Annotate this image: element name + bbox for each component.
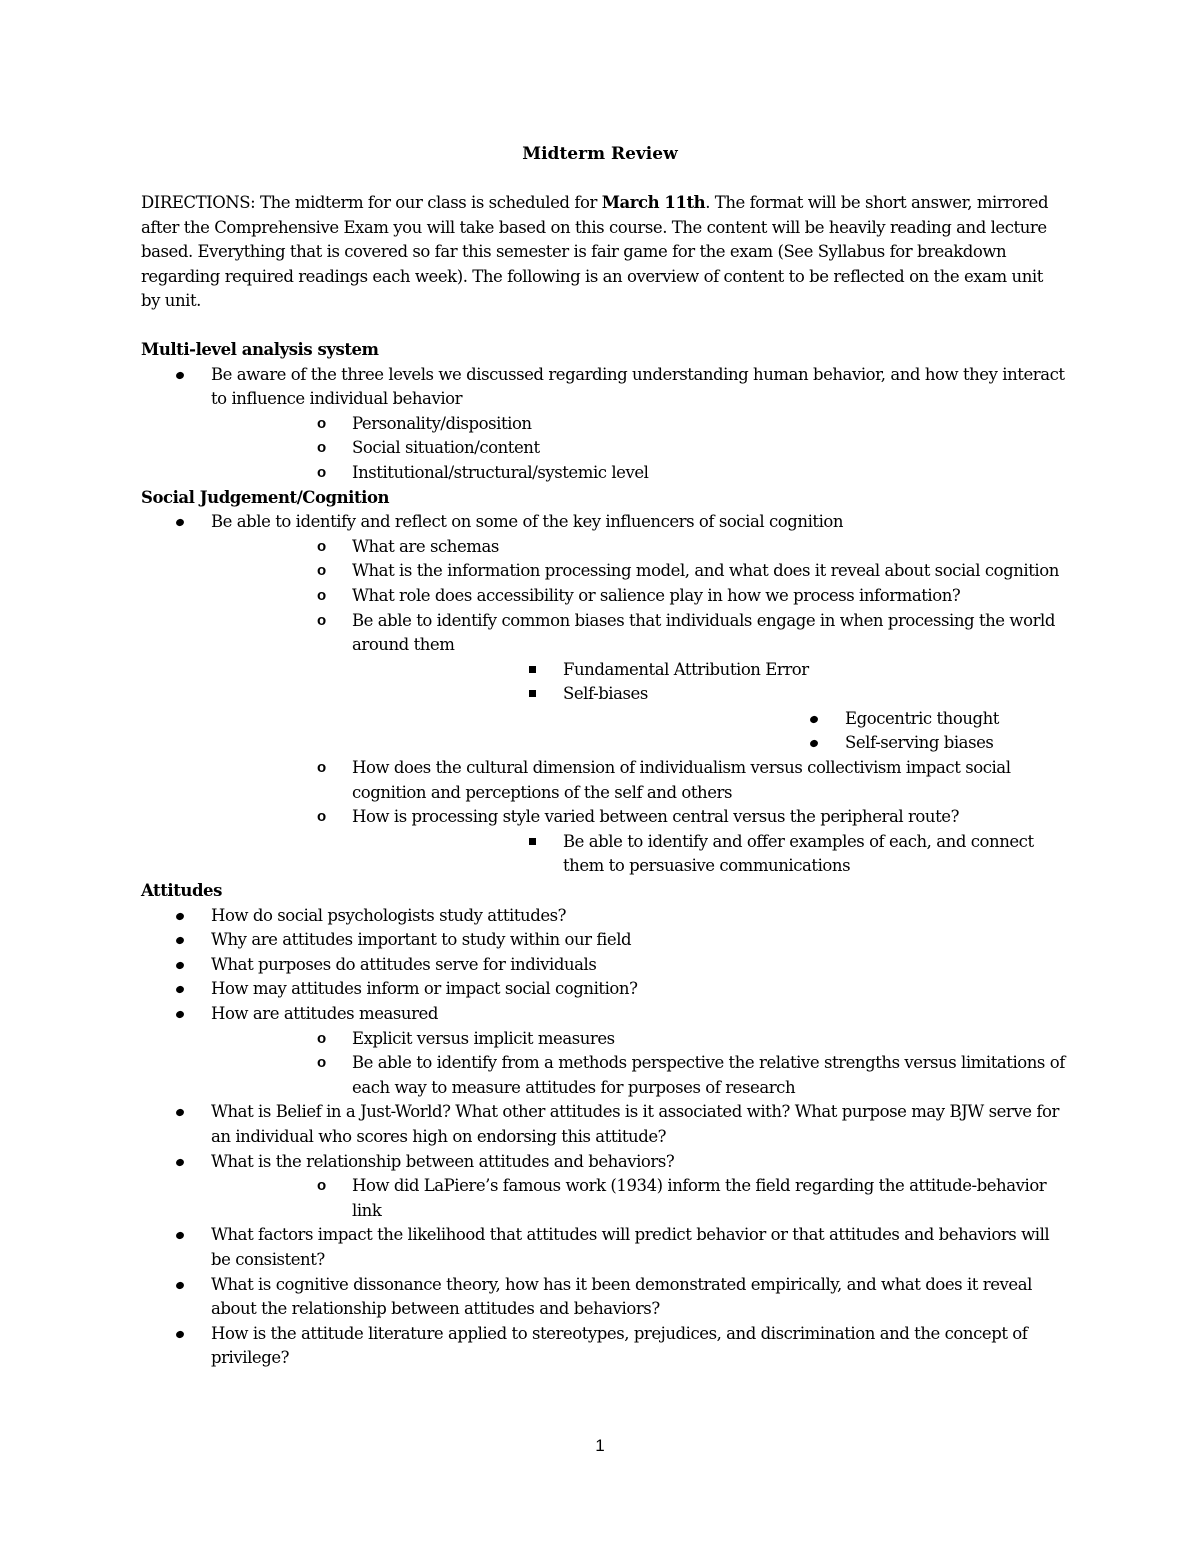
page-number: 1 xyxy=(595,1436,605,1455)
bullet-marker xyxy=(175,936,185,945)
list-item xyxy=(211,1027,1066,1052)
bullet-marker xyxy=(175,1280,185,1289)
bullet-list xyxy=(141,510,1066,879)
list-item xyxy=(211,756,1066,805)
section-heading-attitudes: Attitudes xyxy=(141,881,222,901)
bullet-marker xyxy=(175,518,185,527)
bullet-marker xyxy=(175,1330,185,1339)
list-item-text: Social situation/content xyxy=(352,438,540,458)
bullet-marker xyxy=(175,961,185,970)
list-item-text: How is the attitude literature applied to stereotypes, prejudices, and discrimination and the concept of privilege? xyxy=(211,1323,1028,1368)
bullet-marker xyxy=(175,1010,185,1019)
list-item-text: Be able to identify common biases that individuals engage in when processing the world around them xyxy=(352,610,1055,655)
list-item-text: What is cognitive dissonance theory, how has it been demonstrated empirically, and what does it reveal about the relationship between attitudes and behaviors? xyxy=(211,1274,1032,1319)
list-item-text: How are attitudes measured xyxy=(211,1004,438,1023)
sub-bullet-marker: o xyxy=(317,463,327,481)
list-item xyxy=(563,731,1066,756)
list-item-text: Be able to identify from a methods perspective the relative strengths versus limitations of each way to measure attitudes for purposes of research xyxy=(352,1053,1065,1097)
sub-bullet-marker: o xyxy=(317,1054,327,1072)
list-item-text: How is processing style varied between central versus the peripheral route? xyxy=(352,807,959,827)
list-item-text: Self-serving biases xyxy=(845,733,994,753)
sub-bullet-marker: o xyxy=(317,1177,327,1195)
directions-text-end: . The format will be short answer, mirrored after the Comprehensive Exam you will take based on this course. The content will be heavily reading and lecture based. Everything that is covered so far this semester is fair game for the exam (See Syllabus for breakdown regarding required readings each week). The following is an overview of content to be reflected on the exam unit by unit. xyxy=(141,193,1049,311)
list-item xyxy=(211,436,1066,461)
list-item xyxy=(141,1322,1066,1371)
list-item xyxy=(141,977,1066,1002)
directions-paragraph xyxy=(141,191,1066,314)
sub-bullet-marker: o xyxy=(317,759,327,777)
list-item-text: Be able to identify and offer examples of each, and connect them to persuasive communications xyxy=(563,831,1034,876)
list-item xyxy=(352,830,1066,879)
bullet-list xyxy=(141,904,1066,1371)
list-item xyxy=(211,535,1066,560)
list-item xyxy=(141,928,1066,953)
sub-sub-sub-list xyxy=(563,707,1066,756)
section-heading-social-judgement: Social Judgement/Cognition xyxy=(141,487,390,507)
list-item xyxy=(141,363,1066,486)
bullet-marker xyxy=(809,715,819,724)
sub-list xyxy=(211,1174,1066,1223)
list-item xyxy=(563,707,1066,732)
sub-sub-list xyxy=(352,658,1066,756)
list-item xyxy=(211,609,1066,757)
list-item xyxy=(211,461,1066,486)
list-item-text: Self-biases xyxy=(563,684,648,704)
bullet-list xyxy=(141,363,1066,486)
bullet-marker xyxy=(175,1108,185,1117)
list-item-text: What purposes do attitudes serve for individuals xyxy=(211,954,597,974)
list-item xyxy=(211,584,1066,609)
sub-list xyxy=(211,412,1066,486)
sub-bullet-marker: o xyxy=(317,537,327,555)
sub-list xyxy=(211,535,1066,879)
sub-bullet-marker: o xyxy=(317,808,327,826)
square-bullet-marker xyxy=(529,838,536,845)
list-item-text: What factors impact the likelihood that attitudes will predict behavior or that attitudes and behaviors will be consistent? xyxy=(211,1225,1050,1269)
list-item-text: What is the relationship between attitudes and behaviors? xyxy=(211,1151,675,1171)
page-title: Midterm Review xyxy=(522,144,678,164)
list-item-text: Explicit versus implicit measures xyxy=(352,1028,615,1048)
list-item xyxy=(211,805,1066,879)
sub-list xyxy=(211,1027,1066,1101)
bullet-marker xyxy=(175,911,185,920)
bullet-marker xyxy=(175,985,185,994)
document-body xyxy=(141,191,1066,1371)
list-item xyxy=(141,1150,1066,1224)
list-item xyxy=(141,1223,1066,1272)
list-item-text: Institutional/structural/systemic level xyxy=(352,462,649,482)
list-item xyxy=(352,682,1066,756)
list-item xyxy=(141,1002,1066,1100)
sub-bullet-marker: o xyxy=(317,562,327,580)
list-item xyxy=(141,904,1066,929)
list-item xyxy=(141,510,1066,879)
midterm-date: March 11th xyxy=(601,193,706,212)
bullet-marker xyxy=(175,1157,185,1166)
section-heading-multi-level: Multi-level analysis system xyxy=(141,339,379,359)
list-item-text: How do social psychologists study attitudes? xyxy=(211,905,567,925)
directions-text-start: DIRECTIONS: The midterm for our class is scheduled for xyxy=(141,193,602,212)
list-item-text: How does the cultural dimension of individualism versus collectivism impact social cognition and perceptions of the self and others xyxy=(352,758,1011,802)
list-item xyxy=(352,658,1066,683)
list-item-text: Fundamental Attribution Error xyxy=(563,659,809,679)
list-item xyxy=(141,1273,1066,1322)
sub-bullet-marker: o xyxy=(317,439,327,457)
list-item xyxy=(141,953,1066,978)
list-item xyxy=(211,1174,1066,1223)
sub-bullet-marker: o xyxy=(317,586,327,604)
list-item-text: Be aware of the three levels we discussed regarding understanding human behavior, and how they interact to influence individual behavior xyxy=(211,364,1065,409)
list-item xyxy=(211,412,1066,437)
list-item-text: What is the information processing model, and what does it reveal about social cognition xyxy=(352,561,1059,581)
list-item-text: Why are attitudes important to study within our field xyxy=(211,930,632,950)
list-item-text: What are schemas xyxy=(352,536,499,556)
sub-sub-list xyxy=(352,830,1066,879)
list-item xyxy=(141,1100,1066,1149)
list-item-text: Egocentric thought xyxy=(845,708,999,728)
list-item-text: How may attitudes inform or impact social cognition? xyxy=(211,979,638,999)
sub-bullet-marker: o xyxy=(317,414,327,432)
list-item-text: What role does accessibility or salience play in how we process information? xyxy=(352,585,961,605)
square-bullet-marker xyxy=(529,690,536,697)
sub-bullet-marker: o xyxy=(317,611,327,629)
list-item xyxy=(211,1051,1066,1100)
square-bullet-marker xyxy=(529,666,536,673)
bullet-marker xyxy=(809,739,819,748)
bullet-marker xyxy=(175,1231,185,1240)
sub-bullet-marker: o xyxy=(317,1029,327,1047)
list-item-text: What is Belief in a Just-World? What other attitudes is it associated with? What purpose may BJW serve for an individual who scores high on endorsing this attitude? xyxy=(211,1102,1059,1146)
bullet-marker xyxy=(175,370,185,379)
list-item-text: Be able to identify and reflect on some of the key influencers of social cognition xyxy=(211,512,844,532)
list-item-text: How did LaPiere’s famous work (1934) inform the field regarding the attitude-behavior link xyxy=(352,1176,1047,1220)
list-item-text: Personality/disposition xyxy=(352,413,532,433)
list-item xyxy=(211,559,1066,584)
